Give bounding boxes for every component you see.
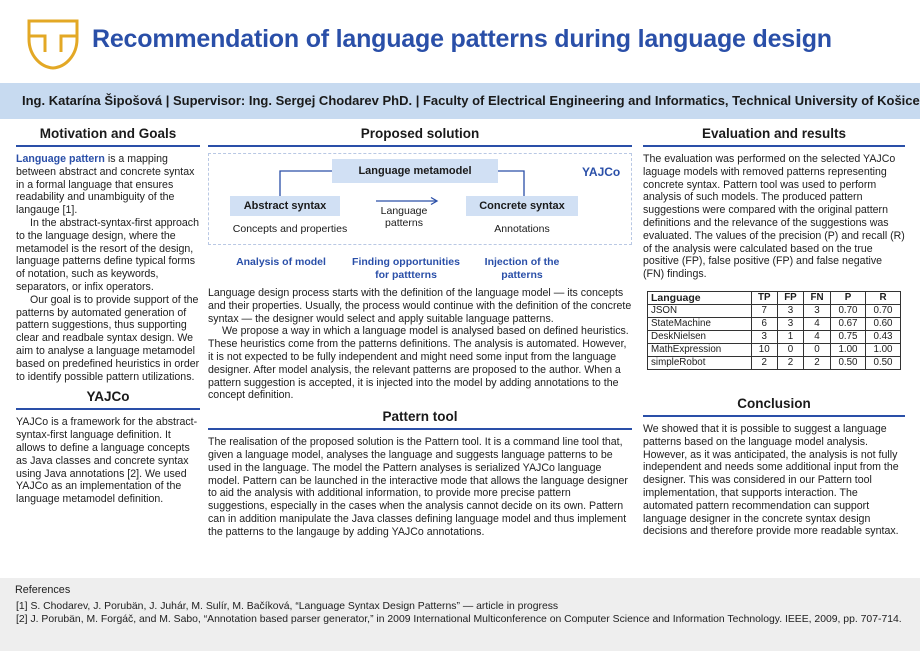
evaluation-text: The evaluation was performed on the selected YAJCo laguage models with removed patterns representing concrete syntax. Pattern tool was used to perform analysis of such models. The produced pattern suggestions were compared with the original pattern definitions and the relevance of the suggestions was evaluated. The values of the precision (P) and recall (R) of the analysis were calculated based on the true positive (FP), false positive (FP) and false negative (FN) findings. (643, 153, 905, 281)
middle-column (208, 126, 632, 539)
table-cell: 4 (804, 317, 831, 330)
table-cell: 0 (777, 343, 803, 356)
table-header: Language (648, 291, 752, 304)
table-header: TP (751, 291, 777, 304)
table-cell: simpleRobot (648, 356, 752, 369)
table-cell: 2 (804, 356, 831, 369)
language-patterns-label: Language patterns (380, 205, 428, 229)
table-header-row (648, 291, 901, 304)
table-cell: 1 (777, 330, 803, 343)
poster-header (0, 0, 920, 80)
author-affiliation: Ing. Katarína Šipošová | Supervisor: Ing. Sergej Chodarev PhD. | Faculty of Electrical Engineering and Informatics, Technical University of Košice (22, 93, 920, 108)
motivation-text (16, 153, 200, 383)
pattern-tool-text: The realisation of the proposed solution is the Pattern tool. It is a command line tool that, given a language model, analyses the language and suggests language patterns to be used in the language. The model the Pattern analyses is serialized YAJCo language model. Pattern can be launched in the interactive mode that allows the language designer to aid the analysis with additional information, to provide more precise pattern suggestions, especially in the cases when the analysis cannot decide on its own. Pattern can in addition manipulate the Java classes defining language model and thus implement the patterns to the langauge by adding YAJCo annotations. (208, 436, 628, 538)
poster-title: Recommendation of language patterns during language design (92, 25, 832, 53)
table-cell: 7 (751, 304, 777, 317)
table-cell: JSON (648, 304, 752, 317)
proposed-paragraph-1: Language design process starts with the definition of the language model — its concepts and their properties. Usually, the process would continue with the definition of the concrete syntax — the designer would select and apply suitable language patterns. (208, 287, 632, 325)
table-header: P (830, 291, 865, 304)
pattern-tool-title: Pattern tool (208, 409, 632, 430)
table-cell: 3 (777, 304, 803, 317)
language-metamodel-box: Language metamodel (332, 159, 498, 183)
step-analysis: Analysis of model (236, 256, 326, 268)
concepts-label: Concepts and properties (232, 223, 348, 235)
table-cell: 0 (804, 343, 831, 356)
table-cell: MathExpression (648, 343, 752, 356)
table-cell: 6 (751, 317, 777, 330)
yajco-text: YAJCo is a framework for the abstract-syntax-first language definition. It allows to define a language concepts as Java classes and concrete syntax using Java annotations [2]. We used YAJCo as an implementation of the language metamodel definition. (16, 416, 198, 506)
results-table (647, 291, 901, 370)
motivation-paragraph-2: In the abstract-syntax-first approach to the language design, where the metamodel is the resort of the design, language patterns define typical forms of notation, such as keywords, separators, or infix operators. (16, 216, 199, 293)
table-cell: 0.70 (865, 304, 900, 317)
annotations-label: Annotations (494, 223, 550, 235)
proposed-solution-title: Proposed solution (208, 126, 632, 147)
table-cell: 3 (804, 304, 831, 317)
conclusion-title: Conclusion (643, 396, 905, 417)
table-cell: 10 (751, 343, 777, 356)
yajco-title: YAJCo (16, 389, 200, 410)
reference-item: [1] S. Chodarev, J. Porubän, J. Juhár, M. Sulír, M. Bačíková, “Language Syntax Design Patterns” — article in progress (16, 601, 559, 612)
proposed-paragraph-2: We propose a way in which a language model is analysed based on defined heuristics. These heuristics come from the patterns definitions. The analysis is automated. However, it is not expected to be fully independent and might need some input from the language designer. After model analysis, the relevant patterns are proposed to the author. When a pattern suggestion is accepted, it is injected into the model by adding annotations to the concept definition. (208, 325, 629, 402)
table-cell: 0.75 (830, 330, 865, 343)
references-title: References (15, 584, 71, 596)
table-cell: StateMachine (648, 317, 752, 330)
table-header: FP (777, 291, 803, 304)
reference-item: [2] J. Porubän, M. Forgáč, and M. Sabo, “Annotation based parser generator,” in 2009 International Multiconference on Computer Science and Information Technology. IEEE, 2009, pp. 707-714. (16, 614, 902, 625)
motivation-paragraph-3: Our goal is to provide support of the patterns by automated generation of pattern suggestions, thus supporting clear and readbale syntax design. We aim to analyse a language metamodel based on predefined heuristics in order to identify possible pattern utilizations. (16, 293, 200, 383)
concrete-syntax-box: Concrete syntax (466, 196, 578, 216)
references-section (0, 578, 920, 651)
author-bar (0, 83, 920, 119)
table-row (648, 304, 901, 317)
conclusion-text: We showed that it is possible to suggest a language patterns based on the language model analysis. However, as it was anticipated, the analysis is not fully independent and needs some additional input from the designer. This was considered in our Pattern tool implementation, that supports interaction. The automated pattern recommendation can support language designer in the concrete syntax design decisions and therefore provide more readable syntax. (643, 422, 899, 538)
left-column (16, 126, 200, 506)
solution-diagram (208, 153, 632, 283)
table-cell: 3 (777, 317, 803, 330)
table-row (648, 356, 901, 369)
table-cell: 0.43 (865, 330, 900, 343)
table-row (648, 330, 901, 343)
table-header: R (865, 291, 900, 304)
table-row (648, 317, 901, 330)
table-cell: DeskNielsen (648, 330, 752, 343)
university-logo-icon (26, 17, 80, 71)
evaluation-title: Evaluation and results (643, 126, 905, 147)
table-cell: 2 (751, 356, 777, 369)
table-cell: 2 (777, 356, 803, 369)
right-column (643, 126, 905, 538)
table-cell: 0.70 (830, 304, 865, 317)
yajco-tag: YAJCo (582, 165, 621, 179)
language-pattern-term: Language pattern (16, 153, 105, 165)
table-header: FN (804, 291, 831, 304)
motivation-title: Motivation and Goals (16, 126, 200, 147)
table-cell: 0.67 (830, 317, 865, 330)
table-cell: 4 (804, 330, 831, 343)
table-cell: 0.50 (865, 356, 900, 369)
table-cell: 0.50 (830, 356, 865, 369)
table-cell: 3 (751, 330, 777, 343)
motivation-paragraph-1 (16, 153, 200, 217)
motivation-paragraph-1-text: is a mapping between abstract and concrete syntax in a formal language that ensures readability and unambiguity of the langauge [1]. (16, 153, 195, 217)
proposed-text (208, 287, 632, 402)
step-injection: Injection of the patterns (484, 256, 560, 281)
table-row (648, 343, 901, 356)
table-cell: 1.00 (830, 343, 865, 356)
abstract-syntax-box: Abstract syntax (230, 196, 340, 216)
table-cell: 1.00 (865, 343, 900, 356)
step-finding: Finding opportunities for pattterns (352, 256, 460, 281)
table-cell: 0.60 (865, 317, 900, 330)
